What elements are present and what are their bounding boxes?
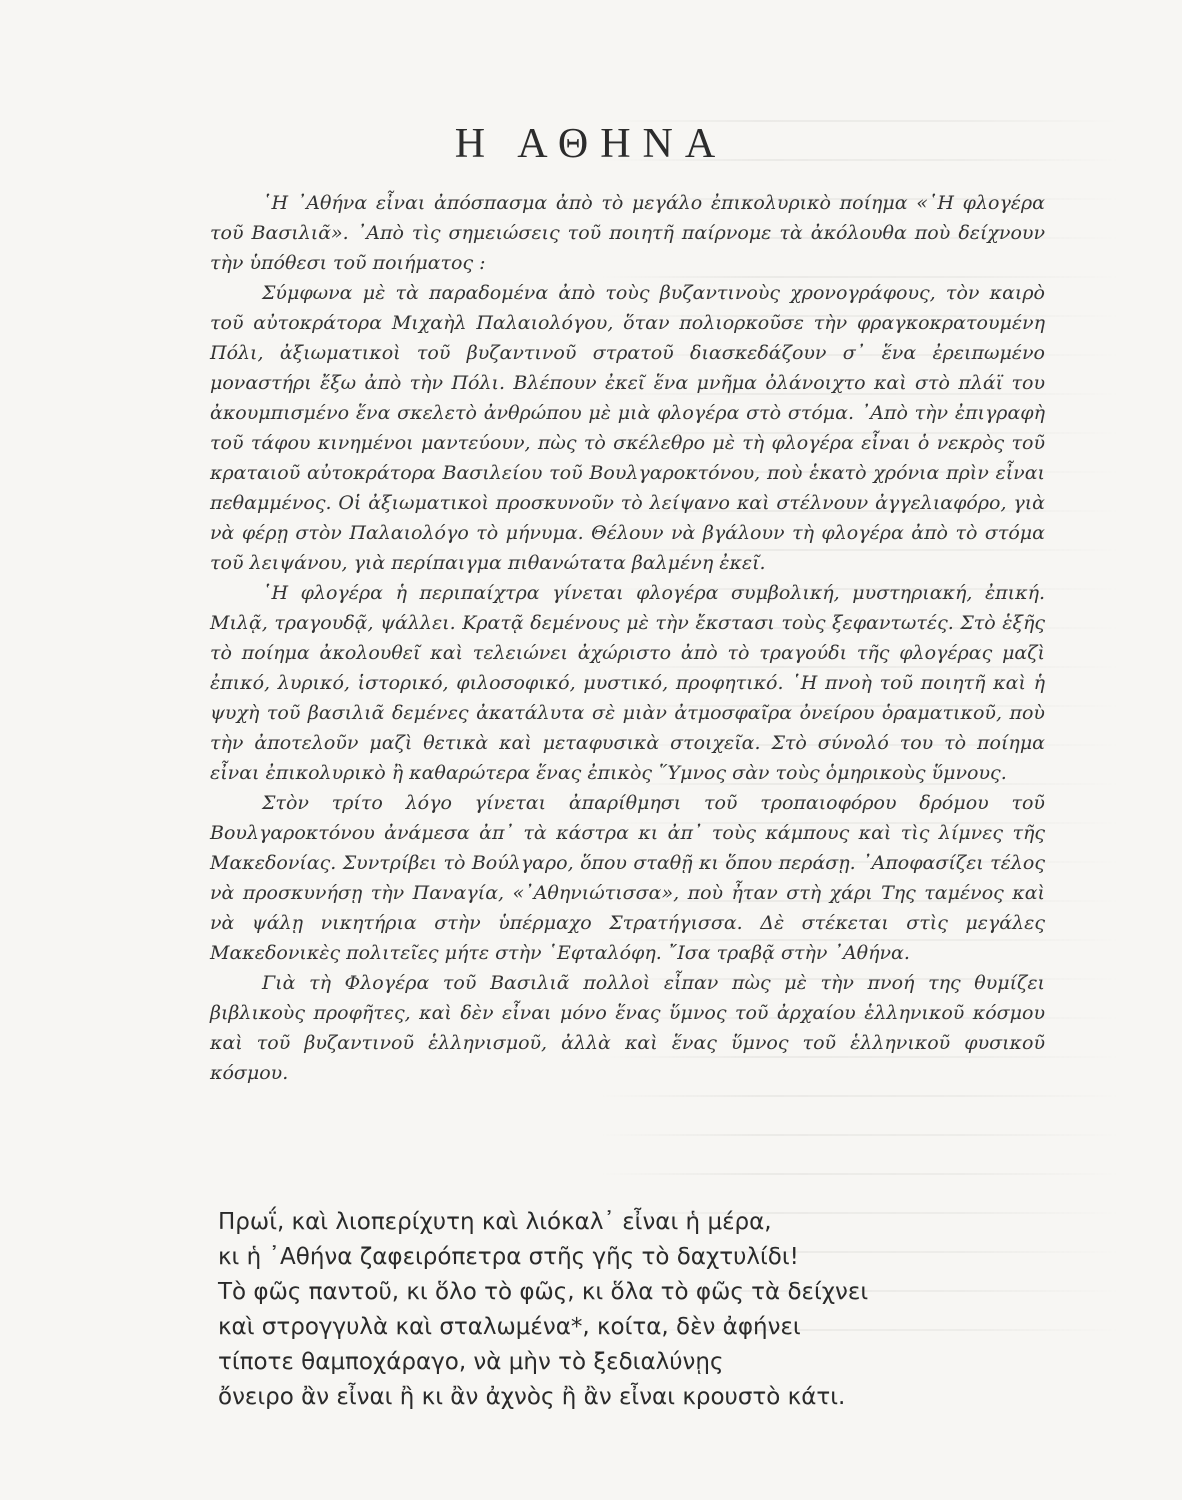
poem-line: καὶ στρογγυλὰ καὶ σταλωμένα*, κοίτα, δὲν ἀφήνει	[218, 1314, 801, 1340]
paragraph-flute: ῾Η φλογέρα ἡ περιπαίχτρα γίνεται φλογέρα συμβολική, μυστηριακή, ἐπική. Μιλᾷ, τραγουδᾷ, ψάλλει. Κρατᾷ δεμένους μὲ τὴν ἔκστασι τοὺς ξεφαντωτές. Στὸ ἑξῆς τὸ ποίημα ἀκολουθεῖ καὶ τελειώνει ἀχώριστο ἀπὸ τὸ τραγούδι τῆς φλογέρας μαζὶ ἐπικό, λυρικό, ἱστορικό, φιλοσοφικό, μυστικό, προφητικό. ῾Η πνοὴ τοῦ ποιητῆ καὶ ἡ ψυχὴ τοῦ βασιλιᾶ δεμένες ἀκατάλυτα σὲ μιὰν ἀτμοσφαῖρα ὀνείρου ὁραματικοῦ, ποὺ τὴν ἀποτελοῦν μαζὶ θετικὰ καὶ μεταφυσικὰ στοιχεῖα. Στὸ σύνολό του τὸ ποίημα εἶναι ἐπικολυρικὸ ἢ καθαρώτερα ἕνας ἐπικὸς ῞Υμνος σὰν τοὺς ὁμηρικοὺς ὕμνους.	[210, 582, 1045, 784]
paragraph-third-canto: Στὸν τρίτο λόγο γίνεται ἀπαρίθμησι τοῦ τροπαιοφόρου δρόμου τοῦ Βουλγαροκτόνου ἀνάμεσα ἀπ᾿ τὰ κάστρα κι ἀπ᾿ τοὺς κάμπους καὶ τὶς λίμνες τῆς Μακεδονίας. Συντρίβει τὸ Βούλγαρο, ὅπου σταθῇ κι ὅπου περάσῃ. ᾿Αποφασίζει τέλος νὰ προσκυνήσῃ τὴν Παναγία, «᾿Αθηνιώτισσα», ποὺ ἦταν στὴ χάρι Της ταμένος καὶ νὰ ψάλῃ νικητήρια στὴν ὑπέρμαχο Στρατήγισσα. Δὲ στέκεται στὶς μεγάλες Μακεδονικὲς πολιτεῖες μήτε στὴν ῾Εφταλόφη. ῎Ισα τραβᾷ στὴν ᾿Αθήνα.	[210, 792, 1045, 964]
poem-excerpt	[218, 1205, 1038, 1415]
page-title: Η ΑΘΗΝΑ	[454, 121, 728, 167]
paragraph-synopsis: Σύμφωνα μὲ τὰ παραδομένα ἀπὸ τοὺς βυζαντινοὺς χρονογράφους, τὸν καιρὸ τοῦ αὐτοκράτορα Μιχαὴλ Παλαιολόγου, ὅταν πολιορκοῦσε τὴν φραγκοκρατουμένη Πόλι, ἀξιωματικοὶ τοῦ βυζαντινοῦ στρατοῦ διασκεδάζουν σ᾿ ἕνα ἐρειπωμένο μοναστήρι ἔξω ἀπὸ τὴν Πόλι. Βλέπουν ἐκεῖ ἕνα μνῆμα ὀλάνοιχτο καὶ στὸ πλάϊ του ἀκουμπισμένο ἕνα σκελετὸ ἀνθρώπου μὲ μιὰ φλογέρα στὸ στόμα. ᾿Απὸ τὴν ἐπιγραφὴ τοῦ τάφου κινημένοι μαντεύουν, πὼς τὸ σκέλεθρο μὲ τὴ φλογέρα εἶναι ὁ νεκρὸς τοῦ κραταιοῦ αὐτοκράτορα Βασιλείου τοῦ Βουλγαροκτόνου, ποὺ ἑκατὸ χρόνια πρὶν εἶναι πεθαμμένος. Οἱ ἀξιωματικοὶ προσκυνοῦν τὸ λείψανο καὶ στέλνουν ἀγγελιαφόρο, γιὰ νὰ φέρῃ στὸν Παλαιολόγο τὸ μήνυμα. Θέλουν νὰ βγάλουν τὴ φλογέρα ἀπὸ τὸ στόμα τοῦ λειψάνου, γιὰ περίπαιγμα πιθανώτατα βαλμένη ἐκεῖ.	[210, 282, 1045, 574]
paragraph-reception: Γιὰ τὴ Φλογέρα τοῦ Βασιλιᾶ πολλοὶ εἶπαν πὼς μὲ τὴν πνοή της θυμίζει βιβλικοὺς προφῆτες, καὶ δὲν εἶναι μόνο ἕνας ὕμνος τοῦ ἀρχαίου ἑλληνικοῦ κόσμου καὶ τοῦ βυζαντινοῦ ἑλληνισμοῦ, ἀλλὰ καὶ ἕνας ὕμνος τοῦ ἑλληνικοῦ φυσικοῦ κόσμου.	[210, 972, 1045, 1084]
poem-line: Τὸ φῶς παντοῦ, κι ὅλο τὸ φῶς, κι ὅλα τὸ φῶς τὰ δείχνει	[218, 1279, 869, 1305]
poem-line: Πρωΐ, καὶ λιοπερίχυτη καὶ λιόκαλ᾿ εἶναι ἡ μέρα,	[218, 1209, 772, 1235]
prose-body	[210, 188, 1045, 1088]
poem-line: τίποτε θαμποχάραγο, νὰ μὴν τὸ ξεδιαλύνῃς	[218, 1349, 724, 1375]
poem-line: κι ἡ ᾿Αθήνα ζαφειρόπετρα στῆς γῆς τὸ δαχτυλίδι!	[218, 1244, 799, 1270]
paragraph-intro: ῾Η ᾿Αθήνα εἶναι ἀπόσπασμα ἀπὸ τὸ μεγάλο ἐπικολυρικὸ ποίημα «῾Η φλογέρα τοῦ Βασιλιᾶ». ᾿Απὸ τὶς σημειώσεις τοῦ ποιητῆ παίρνομε τὰ ἀκόλουθα ποὺ δείχνουν τὴν ὑπόθεσι τοῦ ποιήματος :	[210, 192, 1045, 274]
poem-line: ὄνειρο ἂν εἶναι ἢ κι ἂν ἀχνὸς ἢ ἂν εἶναι κρουστὸ κάτι.	[218, 1384, 846, 1410]
